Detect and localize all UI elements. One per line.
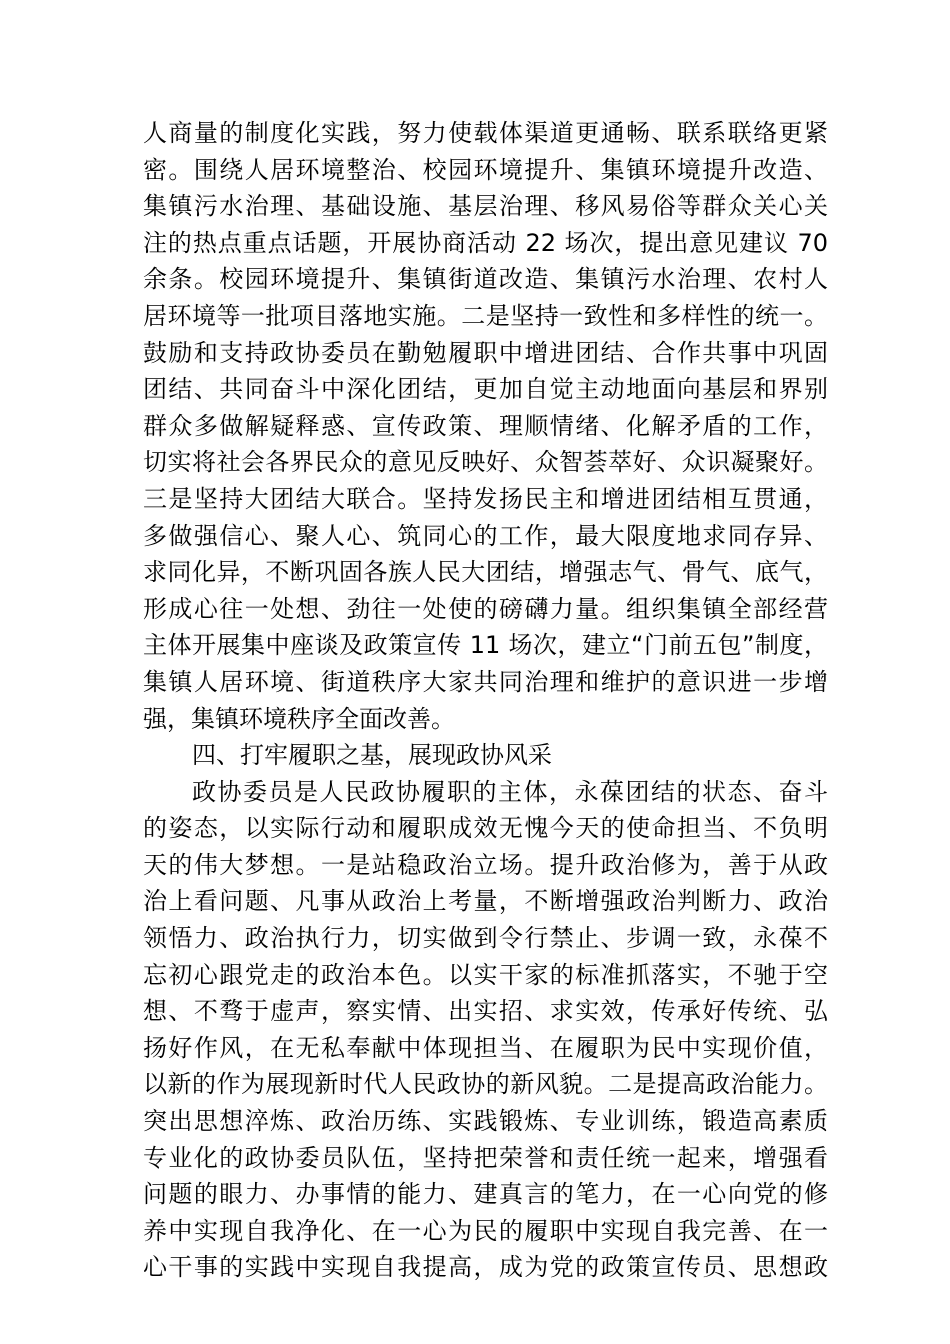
text-line: 专业化的政协委员队伍，坚持把荣誉和责任统一起来，增强看 xyxy=(143,1143,828,1172)
text-line: 求同化异，不断巩固各族人民大团结，增强志气、骨气、底气， xyxy=(143,558,828,587)
text-line: 切实将社会各界民众的意见反映好、众智荟萃好、众识凝聚好。 xyxy=(143,448,828,477)
text-line: 多做强信心、聚人心、筑同心的工作，最大限度地求同存异、 xyxy=(143,521,828,550)
paragraph-first-line: 政协委员是人民政协履职的主体，永葆团结的状态、奋斗 xyxy=(192,777,828,806)
text-line: 治上看问题、凡事从政治上考量，不断增强政治判断力、政治 xyxy=(143,887,828,916)
section-heading: 四、打牢履职之基，展现政协风采 xyxy=(192,741,552,770)
text-line: 的姿态，以实际行动和履职成效无愧今天的使命担当、不负明 xyxy=(143,814,828,843)
text-line: 扬好作风，在无私奉献中体现担当、在履职为民中实现价值， xyxy=(143,1033,828,1062)
text-line: 注的热点重点话题，开展协商活动 22 场次，提出意见建议 70 xyxy=(143,228,828,257)
text-line: 团结、共同奋斗中深化团结，更加自觉主动地面向基层和界别 xyxy=(143,375,828,404)
text-line: 鼓励和支持政协委员在勤勉履职中增进团结、合作共事中巩固 xyxy=(143,338,828,367)
text-line: 强，集镇环境秩序全面改善。 xyxy=(143,704,455,733)
text-line: 忘初心跟党走的政治本色。以实干家的标准抓落实，不驰于空 xyxy=(143,960,828,989)
text-line: 心干事的实践中实现自我提高，成为党的政策宣传员、思想政 xyxy=(143,1253,828,1282)
body-text xyxy=(143,115,828,1286)
text-line: 集镇人居环境、街道秩序大家共同治理和维护的意识进一步增 xyxy=(143,667,828,696)
text-line: 领悟力、政治执行力，切实做到令行禁止、步调一致，永葆不 xyxy=(143,924,828,953)
text-line: 集镇污水治理、基础设施、基层治理、移风易俗等群众关心关 xyxy=(143,192,828,221)
text-line: 三是坚持大团结大联合。坚持发扬民主和增进团结相互贯通， xyxy=(143,484,828,513)
text-line: 以新的作为展现新时代人民政协的新风貌。二是提高政治能力。 xyxy=(143,1070,828,1099)
text-line: 问题的眼力、办事情的能力、建真言的笔力，在一心向党的修 xyxy=(143,1180,828,1209)
text-line: 密。围绕人居环境整治、校园环境提升、集镇环境提升改造、 xyxy=(143,155,828,184)
text-line: 养中实现自我净化、在一心为民的履职中实现自我完善、在一 xyxy=(143,1216,828,1245)
text-line: 形成心往一处想、劲往一处使的磅礴力量。组织集镇全部经营 xyxy=(143,594,828,623)
text-line: 人商量的制度化实践，努力使载体渠道更通畅、联系联络更紧 xyxy=(143,119,828,147)
text-line: 余条。校园环境提升、集镇街道改造、集镇污水治理、农村人 xyxy=(143,265,828,294)
text-line: 群众多做解疑释惑、宣传政策、理顺情绪、化解矛盾的工作， xyxy=(143,411,828,440)
text-line: 居环境等一批项目落地实施。二是坚持一致性和多样性的统一。 xyxy=(143,301,828,330)
text-line: 想、不骛于虚声，察实情、出实招、求实效，传承好传统、弘 xyxy=(143,997,828,1026)
text-line: 主体开展集中座谈及政策宣传 11 场次，建立“门前五包”制度， xyxy=(143,631,828,660)
text-line: 突出思想淬炼、政治历练、实践锻炼、专业训练，锻造高素质 xyxy=(143,1107,828,1136)
text-line: 天的伟大梦想。一是站稳政治立场。提升政治修为，善于从政 xyxy=(143,850,828,879)
